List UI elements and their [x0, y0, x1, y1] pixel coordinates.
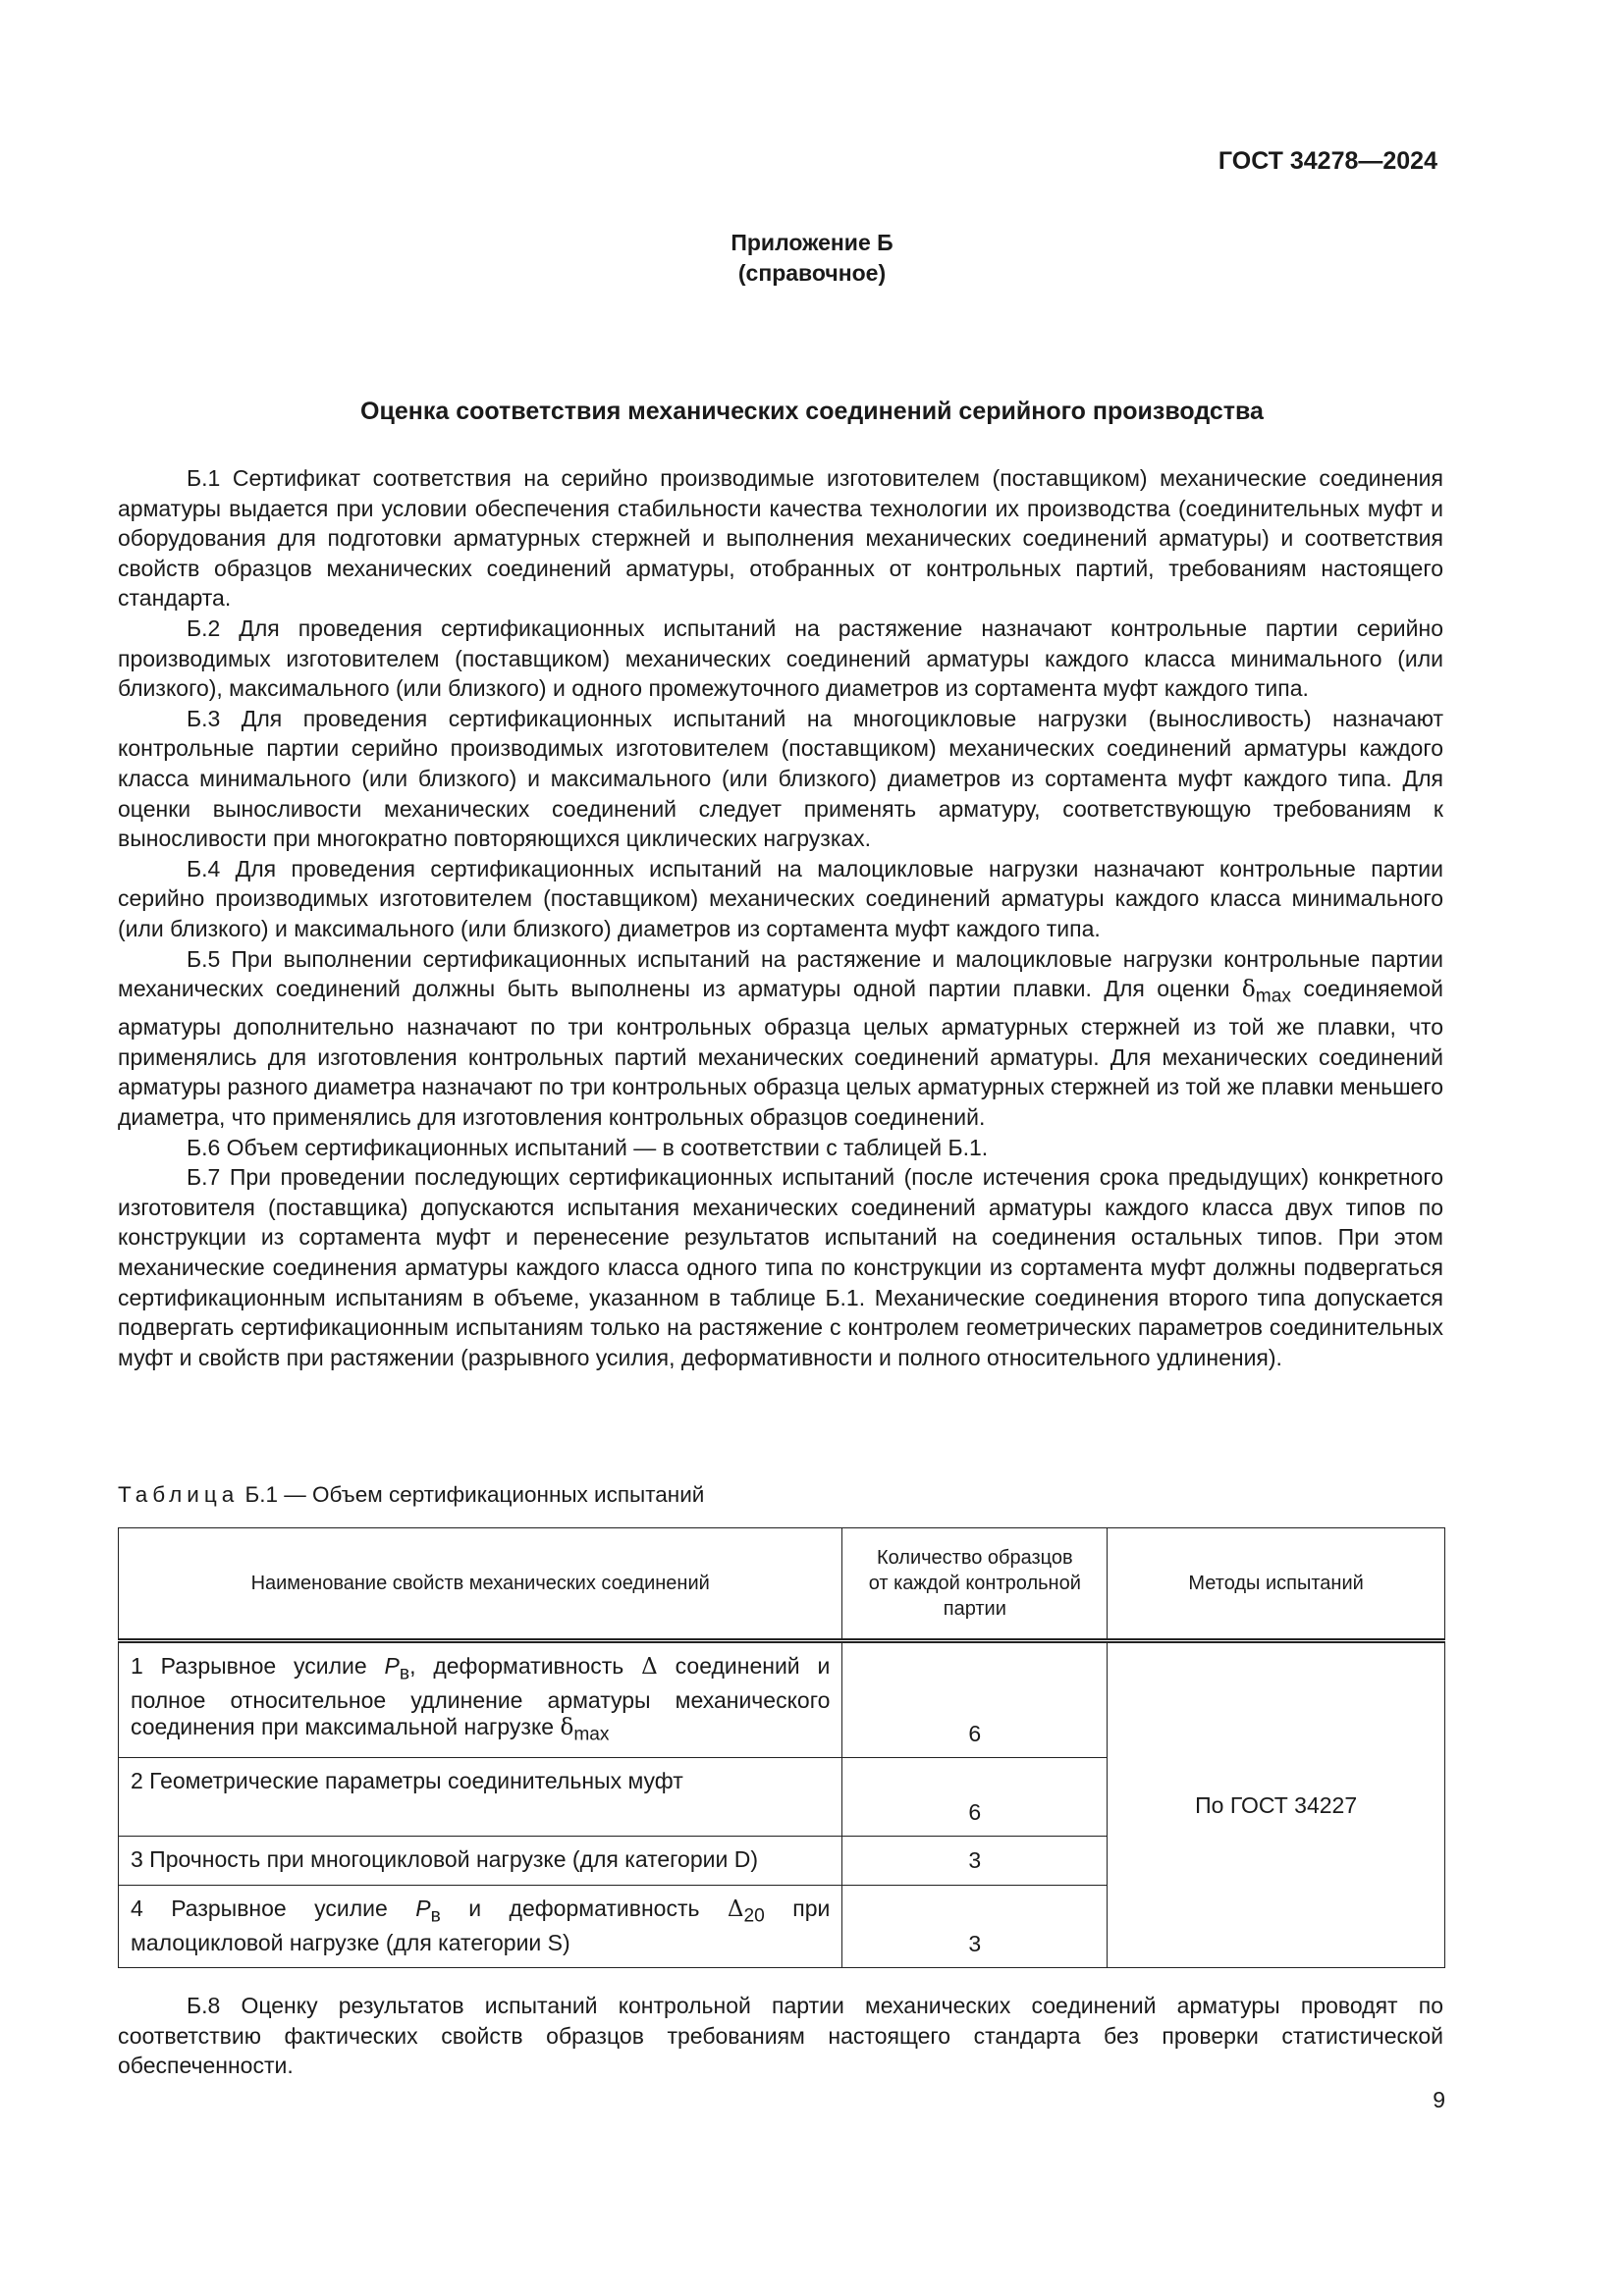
row-1-p: P [384, 1653, 400, 1679]
delta-symbol: δ [1241, 977, 1256, 1003]
row-4-p-sub: в [430, 1905, 441, 1927]
row-1-text-b: , деформативность [409, 1653, 642, 1679]
b5-text-start: Б.5 При выполнении сертификационных испытаний на растяжение и малоцикловые нагрузки контрольные партии механических соединений должны быть выполнены из арматуры одной партии плавки. Для оценки [118, 945, 1443, 1002]
row-1-count: 6 [842, 1641, 1108, 1758]
row-4-delta: Δ [727, 1896, 744, 1923]
standard-number: ГОСТ 34278—2024 [1218, 147, 1437, 175]
row-4-delta-sub: 20 [743, 1905, 765, 1927]
annex-label: Приложение Б [731, 230, 893, 255]
after-table-text [118, 1991, 1443, 2081]
row-4-text-b: и деформативность [440, 1896, 728, 1922]
paragraph-b5 [118, 944, 1443, 1133]
row-1-name [119, 1641, 842, 1758]
header-methods: Методы испытаний [1108, 1528, 1445, 1641]
table-caption [118, 1482, 704, 1508]
table-header-row [119, 1528, 1445, 1641]
body-text [118, 463, 1443, 1372]
row-1-text-a: 1 Разрывное усилие [131, 1653, 385, 1679]
section-heading: Оценка соответствия механических соединений серийного производства [360, 398, 1264, 425]
row-4-text-c: при малоцикловой нагрузке (для категории S) [131, 1896, 831, 1955]
paragraph-b2: Б.2 Для проведения сертификационных испытаний на растяжение назначают контрольные партии серийно производимых изготовителем (поставщиком) механических соединений арматуры каждого класса минимального (или близкого), максимального (или близкого) и одного промежуточного диаметров из сортамента муфт каждого типа. [118, 614, 1443, 702]
row-1-dsub: max [573, 1724, 610, 1745]
certification-table [118, 1527, 1445, 1968]
paragraph-b7: Б.7 При проведении последующих сертификационных испытаний (после истечения срока предыдущих) конкретного изготовителя (поставщика) допускаются испытания механических соединений арматуры каждого класса двух типов по конструкции из сортамента муфт и перенесение результатов испытаний на соединения остальных типов. При этом механические соединения арматуры каждого класса одного типа по конструкции из сортамента муфт должны подвергаться сертификационным испытаниям в объеме, указанном в таблице Б.1. Механические соединения второго типа допускается подвергать сертификационным испытаниям только на растяжение с контролем геометрических параметров соединительных муфт и свойств при растяжении (разрывного усилия, деформативности и полного относительного удлинения). [118, 1164, 1443, 1370]
header-name: Наименование свойств механических соединений [119, 1528, 842, 1641]
header-count: Количество образцов от каждой контрольной партии [842, 1528, 1108, 1641]
paragraph-b6: Б.6 Объем сертификационных испытаний — в соответствии с таблицей Б.1. [187, 1134, 989, 1160]
row-1-text-c: соединений и полное относительное удлинение арматуры механического соединения при максимальной нагрузке [131, 1653, 831, 1739]
row-4-p: P [415, 1896, 431, 1922]
row-2-count: 6 [842, 1758, 1108, 1837]
row-3-count: 3 [842, 1837, 1108, 1886]
paragraph-b1: Б.1 Сертификат соответствия на серийно производимые изготовителем (поставщиком) механические соединения арматуры выдается при условии обеспечения стабильности качества технологии их производства (соединительных муфт и оборудования для подготовки арматурных стержней и выполнения механических соединений арматуры) и соответствия свойств образцов механических соединений арматуры, отобранных от контрольных партий, требованиям настоящего стандарта. [118, 465, 1443, 612]
paragraph-b4: Б.4 Для проведения сертификационных испытаний на малоцикловые нагрузки назначают контрольные партии серийно производимых изготовителем (поставщиком) механических соединений арматуры каждого класса минимального (или близкого) и максимального (или близкого) диаметров из сортамента муфт каждого типа. [118, 855, 1443, 941]
table-caption-word: Таблица [118, 1482, 240, 1507]
paragraph-b8: Б.8 Оценку результатов испытаний контрольной партии механических соединений арматуры проводят по соответствию фактических свойств образцов требованиям настоящего стандарта без проверки статистической обеспеченности. [118, 1993, 1443, 2079]
row-3-name: 3 Прочность при многоцикловой нагрузке (для категории D) [119, 1837, 842, 1886]
b5-text-end: соединяемой арматуры дополнительно назначают по три контрольных образца целых арматурных стержней из той же плавки, что применялись для изготовления контрольных партий механических соединений арматуры. Для механических соединений арматуры разного диаметра назначают по три контрольных образца целых арматурных стержней из той же плавки меньшего диаметра, что применялись для изготовления контрольных образцов соединений. [118, 976, 1443, 1131]
annex-title [0, 228, 1624, 289]
row-4-count: 3 [842, 1886, 1108, 1968]
table-caption-title: Б.1 — Объем сертификационных испытаний [239, 1482, 705, 1507]
annex-kind: (справочное) [737, 260, 887, 286]
paragraph-b3: Б.3 Для проведения сертификационных испытаний на многоцикловые нагрузки (выносливость) назначают контрольные партии серийно производимых изготовителем (поставщиком) механических соединений арматуры каждого класса минимального (или близкого) и максимального (или близкого) диаметров из сортамента муфт каждого типа. Для оценки выносливости механических соединений следует применять арматуру, соответствующую требованиям к выносливости при многократно повторяющихся циклических нагрузках. [118, 705, 1443, 852]
row-4-text-a: 4 Разрывное усилие [131, 1896, 416, 1922]
row-2-name: 2 Геометрические параметры соединительных муфт [119, 1758, 842, 1837]
row-4-name [119, 1886, 842, 1968]
row-1-dsym: δ [560, 1714, 574, 1740]
table-row [119, 1641, 1445, 1758]
delta-subscript: max [1255, 986, 1291, 1007]
row-1-delta: Δ [641, 1654, 658, 1680]
methods-cell: По ГОСТ 34227 [1108, 1641, 1445, 1968]
row-1-p-sub: в [399, 1663, 410, 1684]
page-number: 9 [1433, 2087, 1445, 2112]
